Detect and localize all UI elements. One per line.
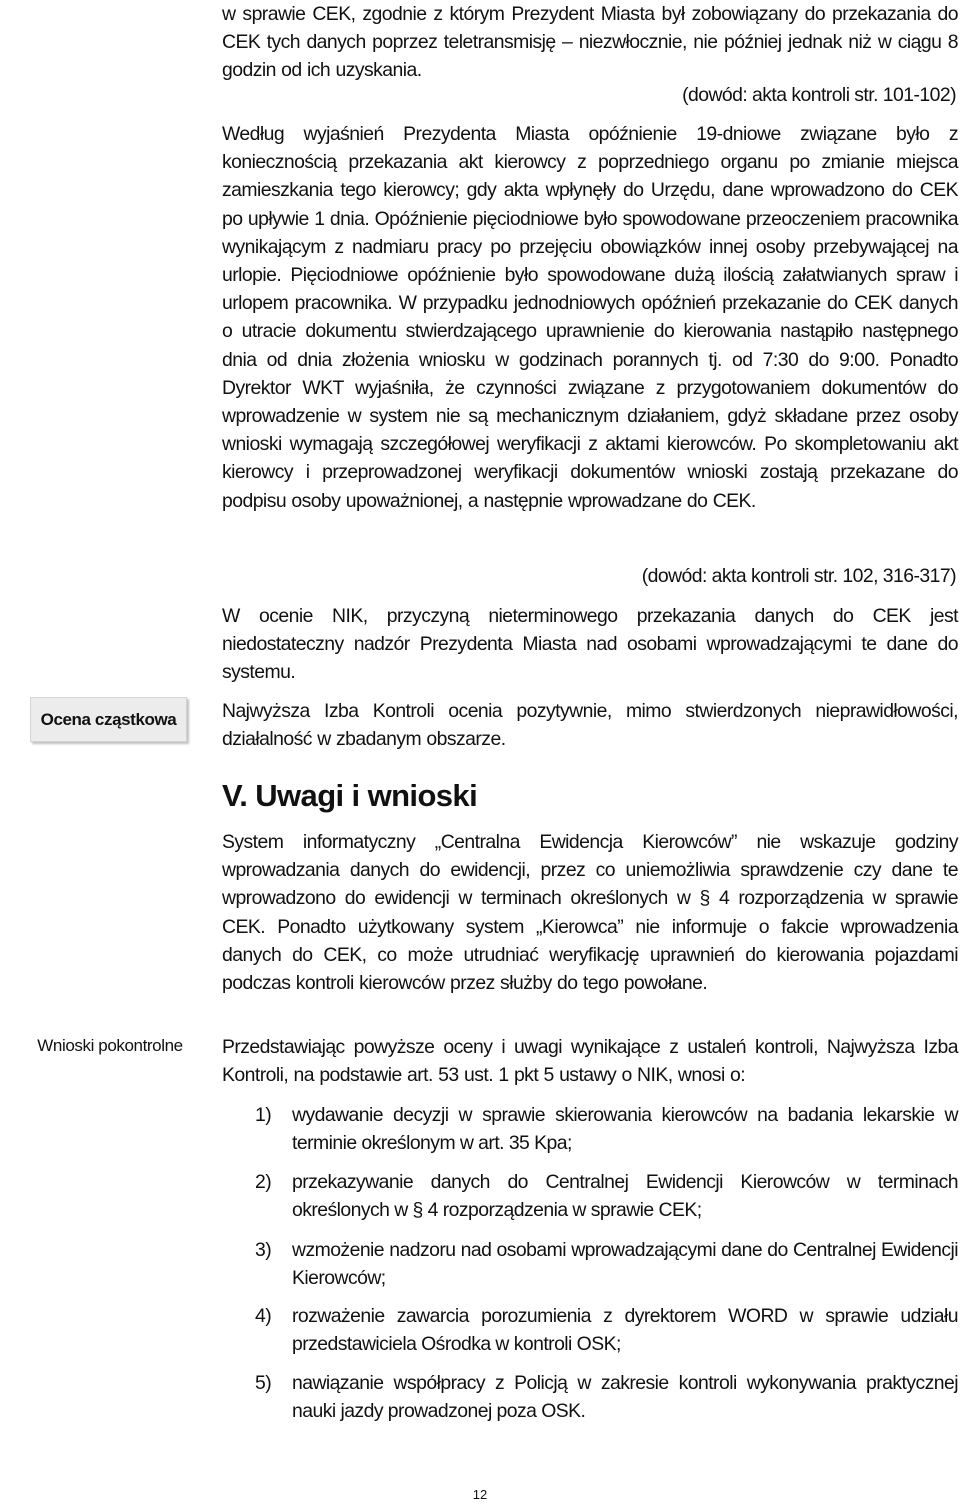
explanation-paragraph xyxy=(222,120,958,515)
paragraph-text: W ocenie NIK, przyczyną nieterminowego przekazania danych do CEK jest niedostateczny nadzór Prezydenta Miasta nad osobami wprowadzającymi te dane do systemu. xyxy=(222,605,958,684)
nik-assessment-paragraph xyxy=(222,602,958,687)
paragraph-continuation xyxy=(222,0,958,85)
list-number: 2) xyxy=(255,1171,272,1193)
list-number: 3) xyxy=(255,1239,272,1261)
list-number: 4) xyxy=(255,1305,272,1327)
post-audit-conclusions-label: Wnioski pokontrolne xyxy=(37,1036,183,1055)
paragraph-text: Najwyższa Izba Kontroli ocenia pozytywnie, mimo stwierdzonych nieprawidłowości, działalność w zbadanym obszarze. xyxy=(222,700,958,751)
paragraph-text: w sprawie CEK, zgodnie z którym Prezydent Miasta był zobowiązany do przekazania do CEK tych danych poprzez teletransmisję – niezwłocznie, nie później jednak niż w ciągu 8 godzin od ich uzyskania. xyxy=(222,3,958,82)
paragraph-text: Przedstawiając powyższe oceny i uwagi wynikające z ustaleń kontroli, Najwyższa Izba Kontroli, na podstawie art. 53 ust. 1 pkt 5 ustawy o NIK, wnosi o: xyxy=(222,1036,958,1087)
list-item xyxy=(255,1236,958,1292)
paragraph-text: System informatyczny „Centralna Ewidencja Kierowców” nie wskazuje godziny wprowadzania danych do ewidencji, przez co uniemożliwia sprawdzenie czy dane te wprowadzono do ewidencji w terminach określonych w § 4 rozporządzenia w sprawie CEK. Ponadto użytkowany system „Kierowca” nie informuje o fakcie wprowadzenia danych do CEK, co może utrudniać weryfikację uprawnień do kierowania pojazdami podczas kontroli kierowców przez służby do tego powołane. xyxy=(222,831,958,995)
list-item xyxy=(255,1302,958,1358)
evidence-reference: (dowód: akta kontroli str. 102, 316-317) xyxy=(641,565,956,587)
paragraph-text: Według wyjaśnień Prezydenta Miasta opóźnienie 19-dniowe związane było z koniecznością przekazania akt kierowcy z poprzedniego organu po zmianie miejsca zamieszkania tego kierowcy; gdy akta wpłynęły do Urzędu, dane wprowadzono do CEK po upływie 1 dnia. Opóźnienie pięciodniowe było spowodowane przeoczeniem pracownika wynikającym z nadmiaru pracy po przejęciu obowiązków innej osoby przebywającej na urlopie. Pięciodniowe opóźnienie było spowodowane dużą ilością załatwianych spraw i urlopem pracownika. W przypadku jednodniowych opóźnień przekazanie do CEK danych o utracie dokumentu stwierdzającego uprawnienie do kierowania nastąpiło następnego dnia od dnia złożenia wniosku w godzinach porannych tj. od 7:30 do 9:00. Ponadto Dyrektor WKT wyjaśniła, że czynności związane z przygotowaniem dokumentów do wprowadzenie w system nie są mechanicznym działaniem, gdyż składane przez osoby wnioski wymagają szczegółowej weryfikacji z aktami kierowców. Po skompletowaniu akt kierowcy i przeprowadzonej weryfikacji dokumentów wnioski zostają przekazane do podpisu osoby upoważnionej, a następnie wprowadzane do CEK. xyxy=(222,123,958,512)
remarks-paragraph xyxy=(222,828,958,997)
list-item xyxy=(255,1101,958,1157)
section-heading: V. Uwagi i wnioski xyxy=(222,778,478,813)
list-item xyxy=(255,1168,958,1224)
list-number: 1) xyxy=(255,1104,272,1126)
list-text: rozważenie zawarcia porozumienia z dyrektorem WORD w sprawie udziału przedstawiciela Ośrodka w kontroli OSK; xyxy=(292,1305,958,1356)
list-text: nawiązanie współpracy z Policją w zakresie kontroli wykonywania praktycznej nauki jazdy prowadzonej poza OSK. xyxy=(292,1372,958,1423)
list-text: przekazywanie danych do Centralnej Ewidencji Kierowców w terminach określonych w § 4 rozporządzenia w sprawie CEK; xyxy=(292,1171,958,1222)
conclusions-intro-paragraph xyxy=(222,1033,958,1089)
partial-assessment-paragraph xyxy=(222,697,958,753)
page-number: 12 xyxy=(472,1487,488,1502)
partial-assessment-label: Ocena cząstkowa xyxy=(30,697,187,742)
list-number: 5) xyxy=(255,1372,272,1394)
list-text: wzmożenie nadzoru nad osobami wprowadzającymi dane do Centralnej Ewidencji Kierowców; xyxy=(292,1239,958,1290)
list-item xyxy=(255,1369,958,1425)
list-text: wydawanie decyzji w sprawie skierowania kierowców na badania lekarskie w terminie określonym w art. 35 Kpa; xyxy=(292,1104,958,1155)
evidence-reference: (dowód: akta kontroli str. 101-102) xyxy=(682,84,956,106)
